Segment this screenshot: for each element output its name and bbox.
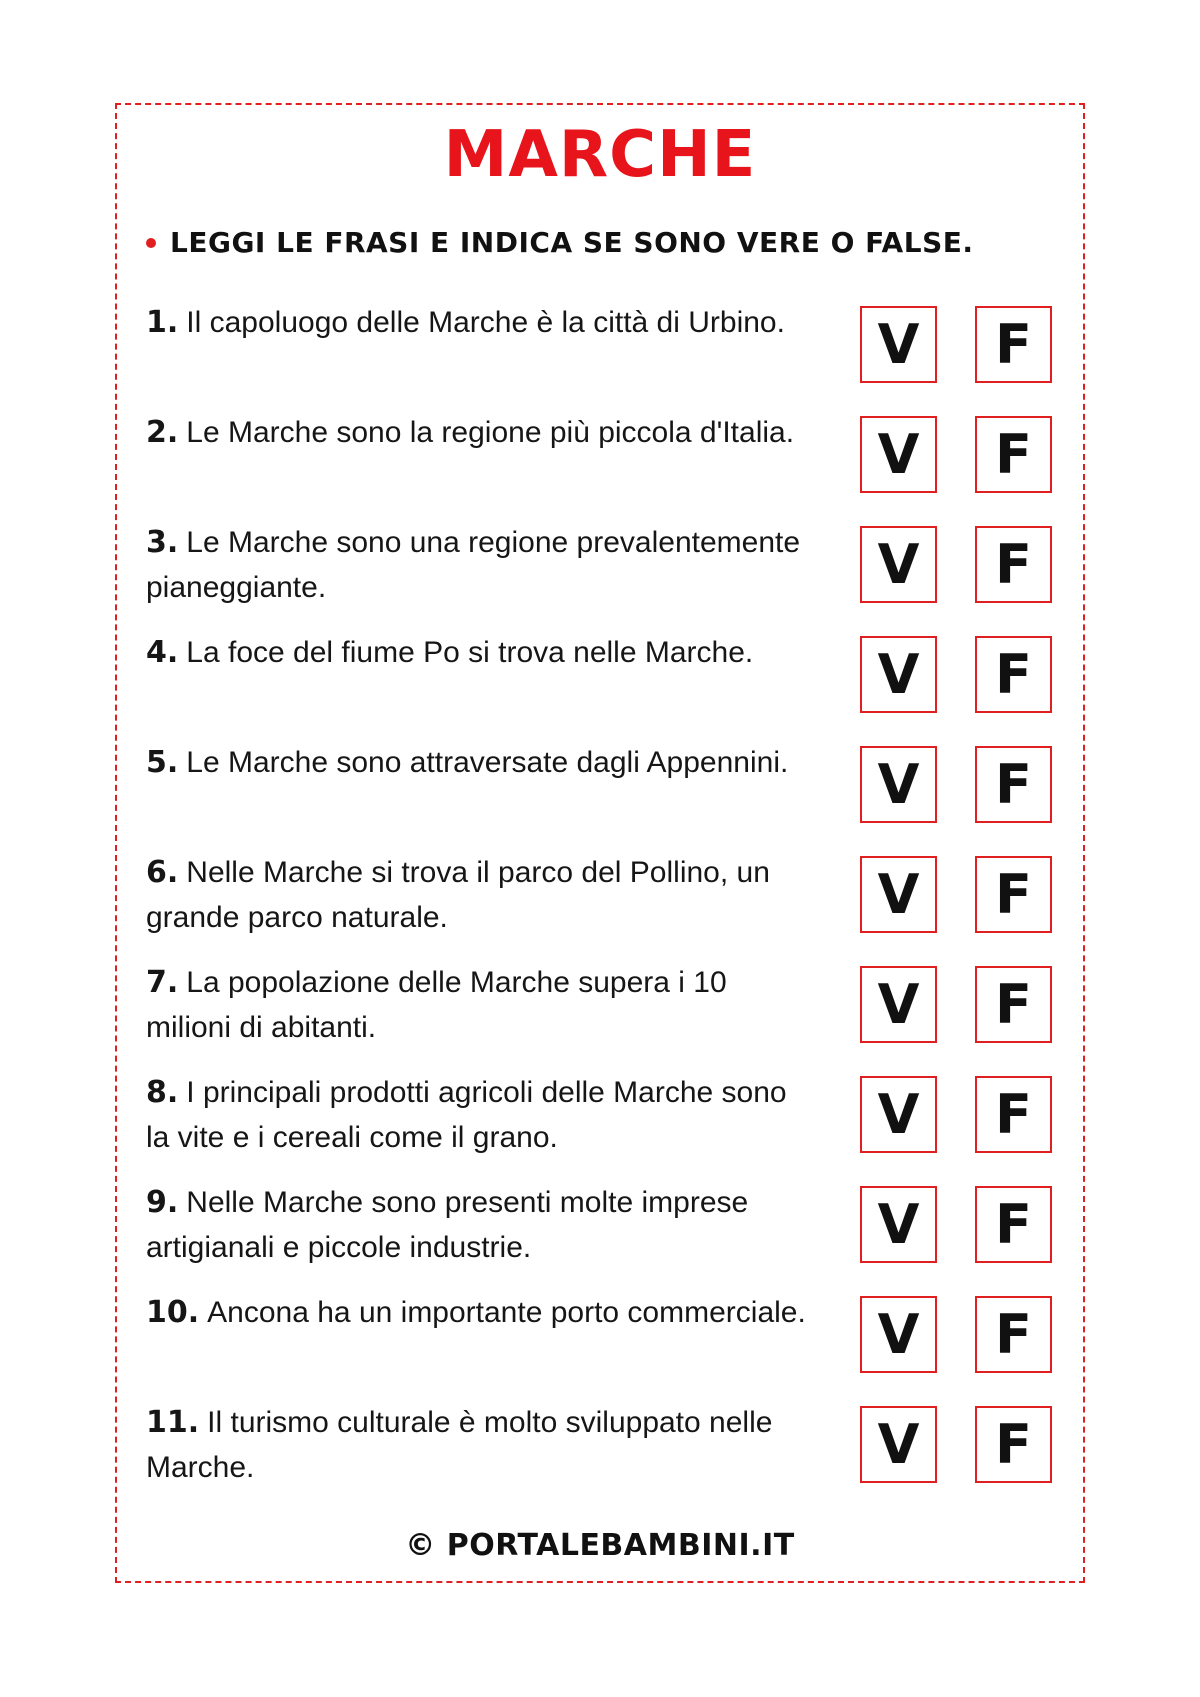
false-checkbox[interactable]: F bbox=[975, 1186, 1052, 1263]
statement-item bbox=[146, 632, 1066, 742]
instruction bbox=[146, 226, 974, 259]
statement-text: 8. I principali prodotti agricoli delle Marche sono la vite e i cereali come il grano. bbox=[146, 1075, 787, 1154]
statement-text: 10. Ancona ha un importante porto commerciale. bbox=[146, 1295, 806, 1330]
false-checkbox[interactable]: F bbox=[975, 306, 1052, 383]
statement-text: 6. Nelle Marche si trova il parco del Pollino, un grande parco naturale. bbox=[146, 855, 770, 934]
statement-item bbox=[146, 742, 1066, 852]
statement-text: 1. Il capoluogo delle Marche è la città di Urbino. bbox=[146, 305, 785, 340]
statement-item bbox=[146, 1182, 1066, 1292]
statement-number: 4. bbox=[146, 635, 179, 670]
false-checkbox[interactable]: F bbox=[975, 1296, 1052, 1373]
statement-item bbox=[146, 1072, 1066, 1182]
statement-number: 11. bbox=[146, 1405, 200, 1440]
true-checkbox[interactable]: V bbox=[860, 1186, 937, 1263]
statement-number: 1. bbox=[146, 305, 179, 340]
statement-number: 8. bbox=[146, 1075, 179, 1110]
statement-item bbox=[146, 1402, 1066, 1512]
true-checkbox[interactable]: V bbox=[860, 526, 937, 603]
true-checkbox[interactable]: V bbox=[860, 1296, 937, 1373]
false-checkbox[interactable]: F bbox=[975, 1076, 1052, 1153]
false-checkbox[interactable]: F bbox=[975, 966, 1052, 1043]
statement-text: 9. Nelle Marche sono presenti molte imprese artigianali e piccole industrie. bbox=[146, 1185, 749, 1264]
false-checkbox[interactable]: F bbox=[975, 416, 1052, 493]
true-checkbox[interactable]: V bbox=[860, 1076, 937, 1153]
statement-number: 9. bbox=[146, 1185, 179, 1220]
true-checkbox[interactable]: V bbox=[860, 966, 937, 1043]
statement-text: 5. Le Marche sono attraversate dagli Appennini. bbox=[146, 745, 789, 780]
statement-text: 11. Il turismo culturale è molto sviluppato nelle Marche. bbox=[146, 1405, 773, 1484]
statement-text: 3. Le Marche sono una regione prevalentemente pianeggiante. bbox=[146, 525, 801, 604]
true-checkbox[interactable]: V bbox=[860, 1406, 937, 1483]
true-checkbox[interactable]: V bbox=[860, 416, 937, 493]
false-checkbox[interactable]: F bbox=[975, 636, 1052, 713]
instruction-text: LEGGI LE FRASI E INDICA SE SONO VERE O FALSE. bbox=[170, 226, 974, 259]
statement-number: 7. bbox=[146, 965, 179, 1000]
false-checkbox[interactable]: F bbox=[975, 856, 1052, 933]
statement-text: 4. La foce del fiume Po si trova nelle Marche. bbox=[146, 635, 754, 670]
page-title: MARCHE bbox=[443, 118, 757, 192]
statement-number: 5. bbox=[146, 745, 179, 780]
true-checkbox[interactable]: V bbox=[860, 306, 937, 383]
statement-item bbox=[146, 412, 1066, 522]
statement-list bbox=[146, 302, 1066, 1512]
statement-number: 2. bbox=[146, 415, 179, 450]
true-checkbox[interactable]: V bbox=[860, 636, 937, 713]
copyright-footer: © PORTALEBAMBINI.IT bbox=[405, 1528, 795, 1563]
statement-number: 3. bbox=[146, 525, 179, 560]
statement-text: 7. La popolazione delle Marche supera i 10 milioni di abitanti. bbox=[146, 965, 727, 1044]
false-checkbox[interactable]: F bbox=[975, 1406, 1052, 1483]
statement-number: 10. bbox=[146, 1295, 200, 1330]
true-checkbox[interactable]: V bbox=[860, 856, 937, 933]
true-checkbox[interactable]: V bbox=[860, 746, 937, 823]
statement-item bbox=[146, 852, 1066, 962]
statement-number: 6. bbox=[146, 855, 179, 890]
statement-item bbox=[146, 522, 1066, 632]
statement-text: 2. Le Marche sono la regione più piccola d'Italia. bbox=[146, 415, 795, 450]
false-checkbox[interactable]: F bbox=[975, 526, 1052, 603]
bullet-icon bbox=[146, 238, 156, 248]
statement-item bbox=[146, 302, 1066, 412]
statement-item bbox=[146, 1292, 1066, 1402]
statement-item bbox=[146, 962, 1066, 1072]
false-checkbox[interactable]: F bbox=[975, 746, 1052, 823]
